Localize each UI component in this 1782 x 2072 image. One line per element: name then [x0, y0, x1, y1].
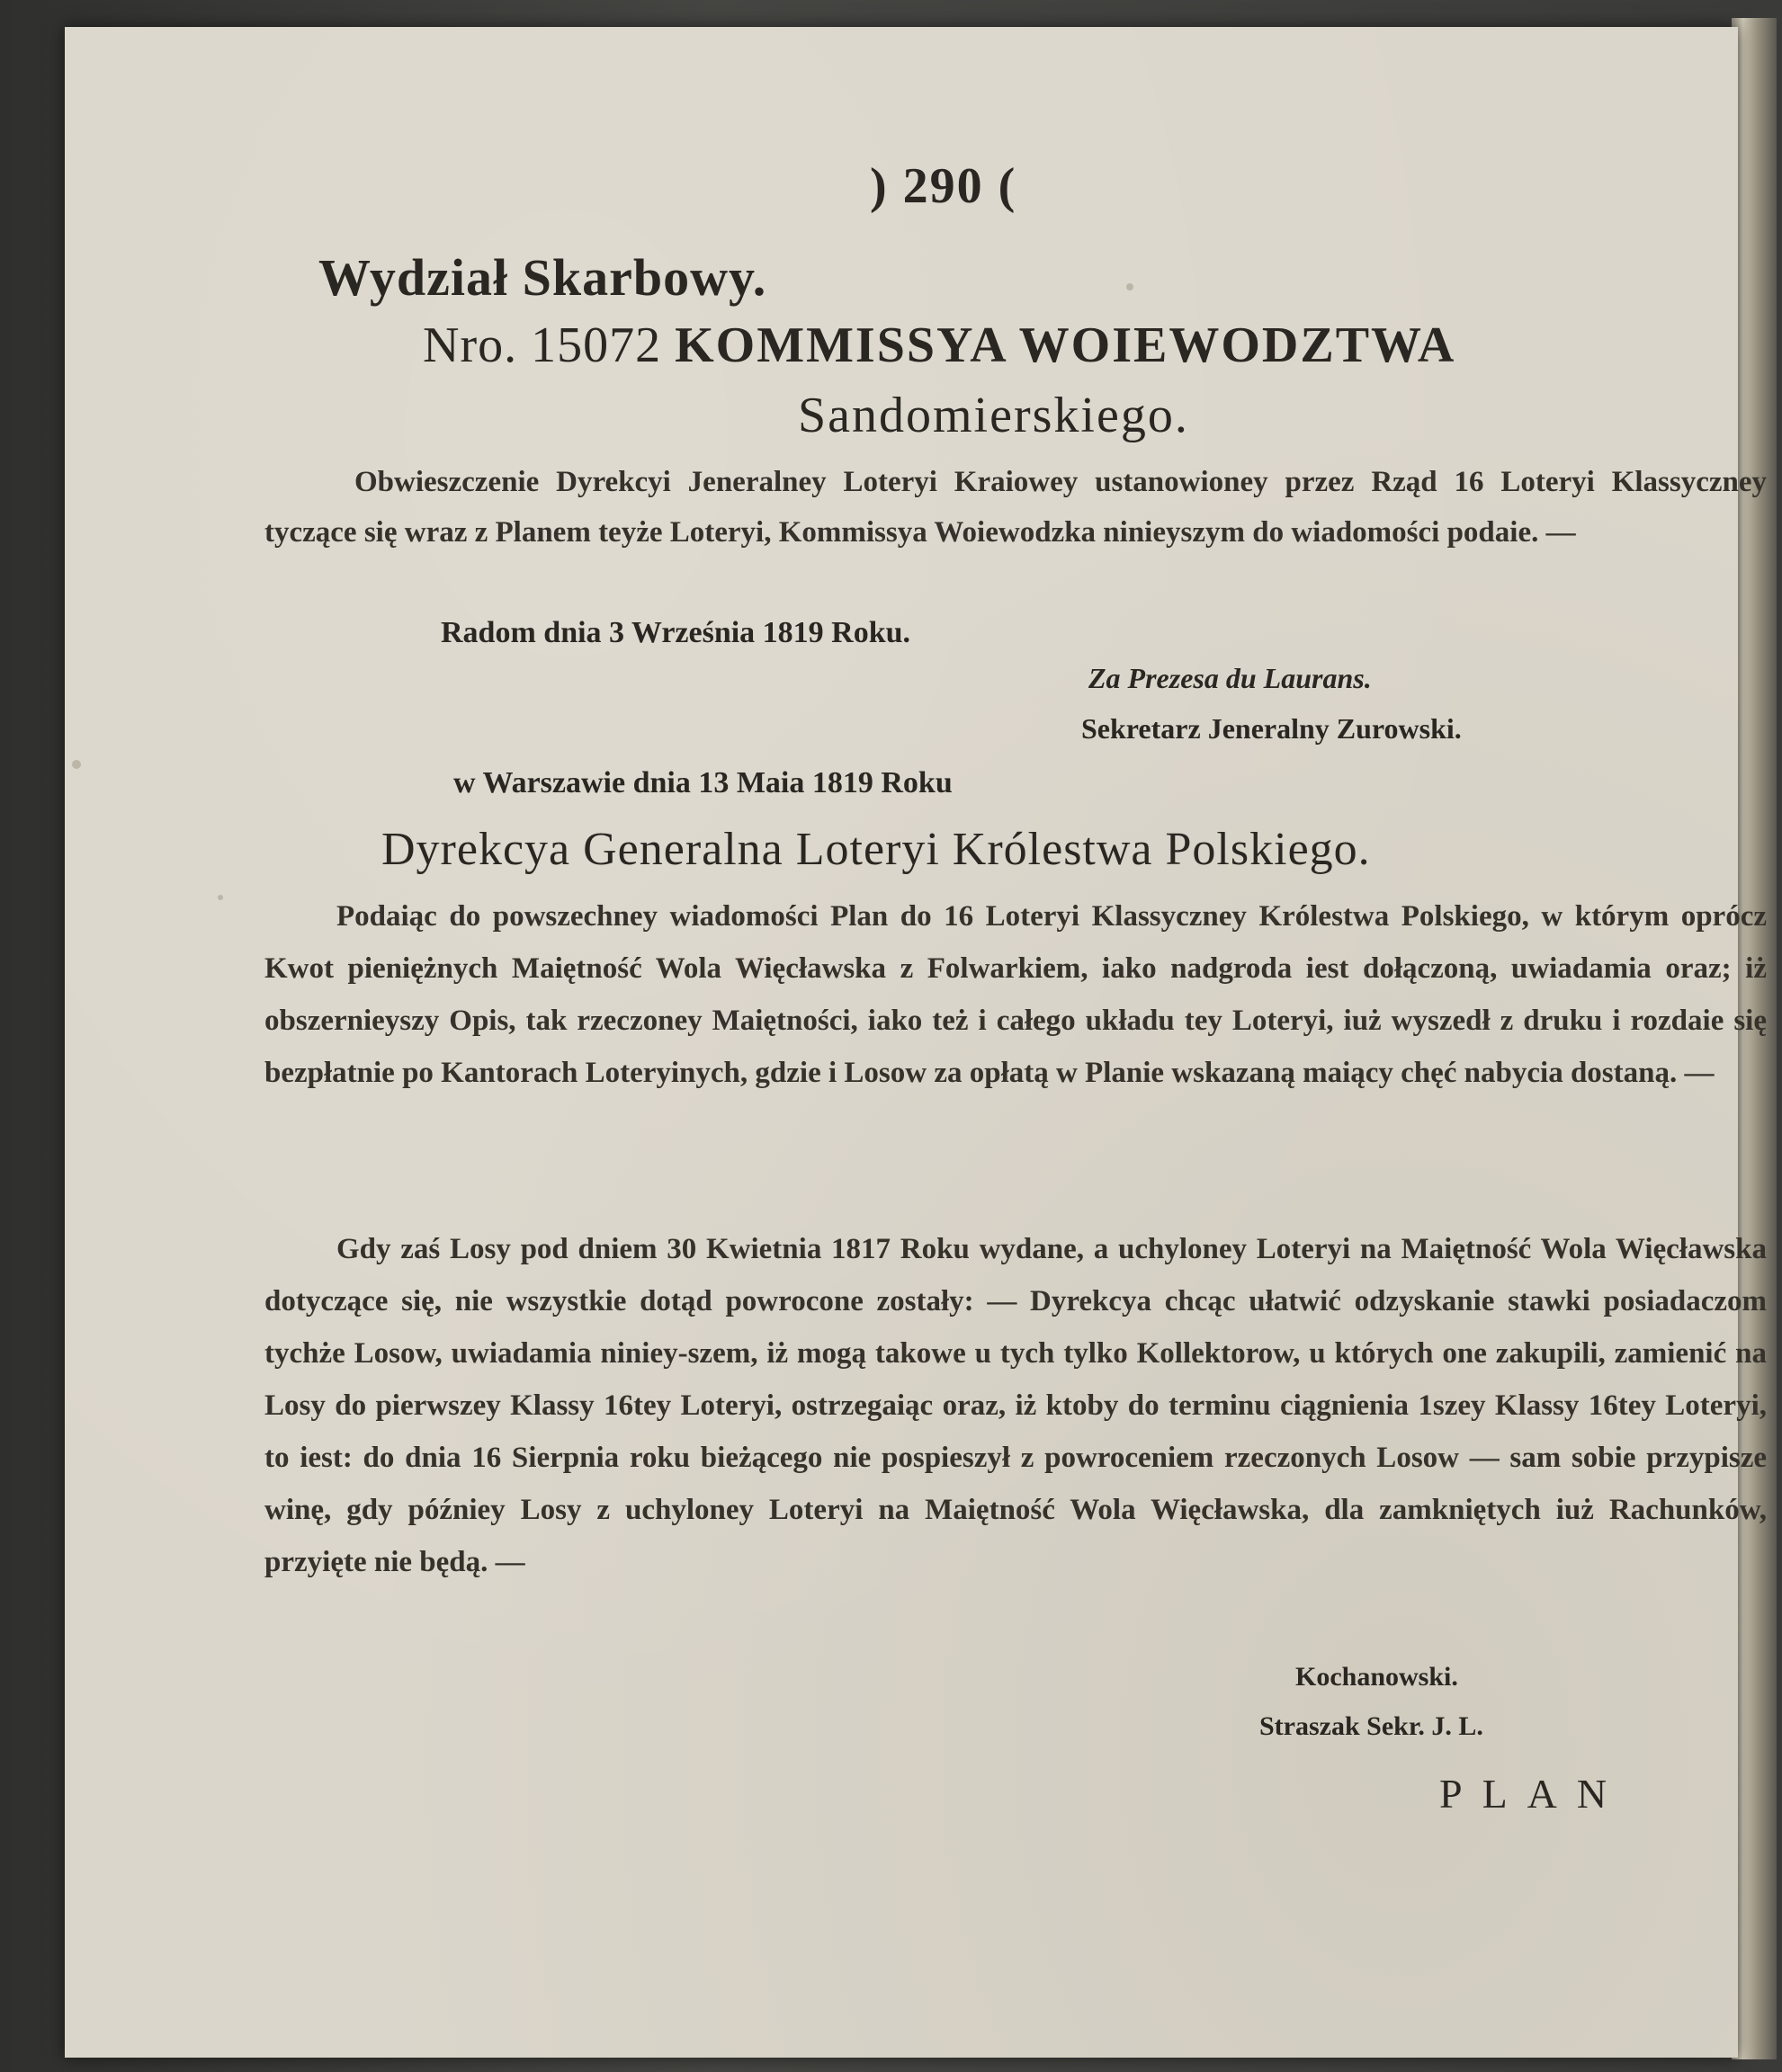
section-heading: Dyrekcya Generalna Loteryi Królestwa Polskiego.: [381, 824, 1371, 875]
body-paragraph: Gdy zaś Losy pod dniem 30 Kwietnia 1817 Roku wydane, a uchyloney Loteryi na Maiętność Wola Więcławska dotyczące się, nie wszystkie dotąd powrocone zostały: — Dyrekcya chcąc ułatwić odzyskanie stawki posiadaczom tychże Losow, uwiadamia niniey-szem, iż mogą takowe u tych tylko Kollektorow, u których one zakupili, zamienić na Losy do pierwszey Klassy 16tey Loteryi, ostrzegaiąc oraz, iż ktoby do terminu ciągnienia 1szey Klassy 16tey Loteryi, to iest: do dnia 16 Sierpnia roku bieżącego nie pospieszył z powroceniem rzeczonych Losow — sam sobie przypisze winę, gdy późniey Losy z uchyloney Loteryi na Maiętność Wola Więcławska, dla zamkniętych iuż Rachunków, przyięte nie będą. —: [264, 1233, 1767, 1578]
announcement-paragraph: Obwieszczenie Dyrekcyi Jeneralney Loteryi Kraiowey ustanowioney przez Rząd 16 Loteryi Klassyczney tyczące się wraz z Planem teyże Loteryi, Kommissya Woiewodzka ninieyszym do wiadomości podaie. —: [264, 466, 1767, 549]
signature-line: Kochanowski.: [1295, 1662, 1458, 1692]
document-page: [65, 27, 1767, 2058]
signature-line: Straszak Sekr. J. L.: [1259, 1711, 1483, 1741]
ink-speck: [1126, 283, 1133, 290]
header-title: KOMMISSYA WOIEWODZTWA: [675, 317, 1456, 373]
plan-heading: PLAN: [1439, 1771, 1627, 1817]
header-subtitle: Sandomierskiego.: [798, 388, 1189, 443]
signature-line: Sekretarz Jeneralny Zurowski.: [1081, 712, 1462, 745]
ink-speck: [72, 760, 81, 769]
ink-speck: [218, 895, 223, 900]
page-number: ) 290 (: [870, 158, 1017, 214]
header-line: [423, 317, 1455, 374]
place-date: w Warszawie dnia 13 Maia 1819 Roku: [453, 766, 953, 799]
body-paragraph: Podaiąc do powszechney wiadomości Plan do 16 Loteryi Klassyczney Królestwa Polskiego, w którym oprócz Kwot pieniężnych Maiętność Wola Więcławska z Folwarkiem, iako nadgroda iest dołączoną, uwiadamia oraz; iż obszernieyszy Opis, tak rzeczoney Maiętności, iako też i całego układu tey Loteryi, iuż wyszedł z druku i rozdaie się bezpłatnie po Kantorach Loteryinych, gdzie i Losow za opłatą w Planie wskazaną maiący chęć nabycia dostaną. —: [264, 900, 1767, 1089]
department-heading: Wydział Skarbowy.: [318, 248, 767, 307]
header-number: Nro. 15072: [423, 317, 662, 373]
place-date: Radom dnia 3 Września 1819 Roku.: [441, 616, 911, 649]
signature-line: Za Prezesa du Laurans.: [1088, 662, 1372, 694]
